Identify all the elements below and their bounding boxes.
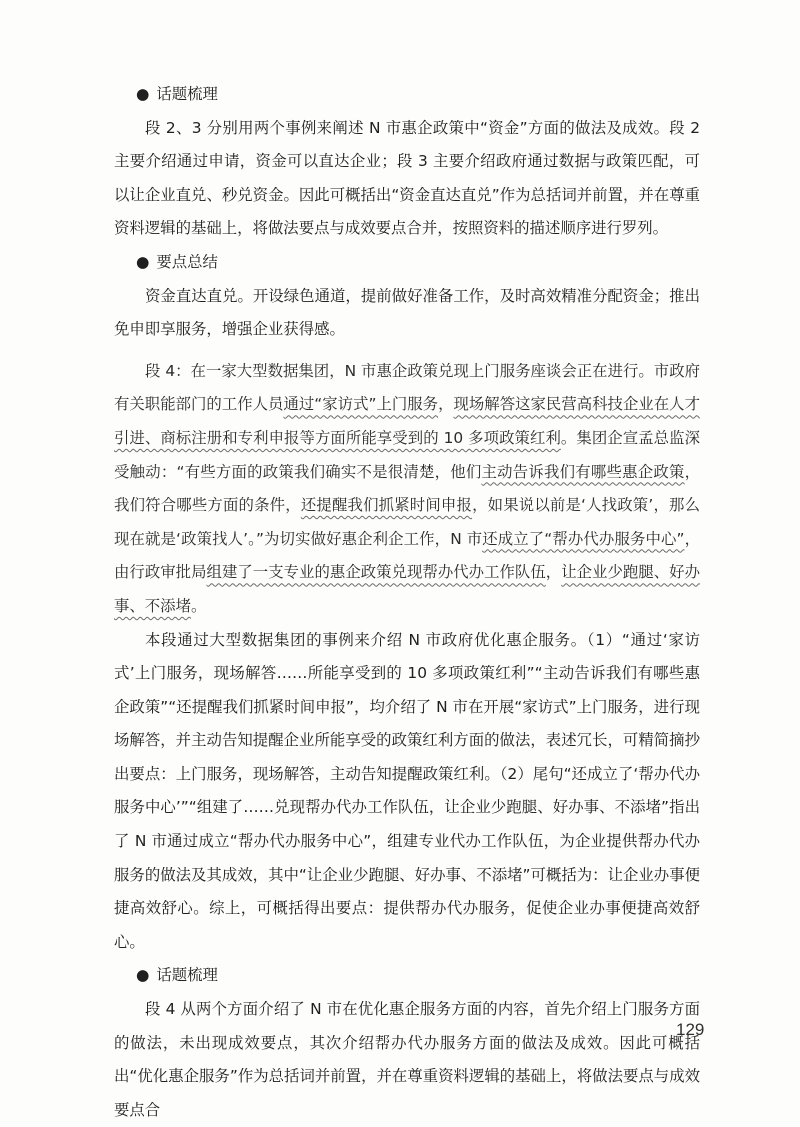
- section-heading-label: 话题梳理: [156, 966, 218, 985]
- excerpt-text: ，如果说以前是‘人找政策’，那么现在就是‘政策找人’。”为切实做好惠企利企工作，N 市: [114, 496, 700, 548]
- bullet-icon: ●: [136, 966, 150, 985]
- bullet-icon: ●: [136, 252, 150, 271]
- wavy-underlined-phrase: 让企业少跑腿、好办事、不添堵: [114, 563, 700, 615]
- page-content: [114, 78, 700, 1127]
- excerpt-text: ，: [545, 563, 562, 582]
- section-heading-summary: [114, 246, 700, 280]
- wavy-underlined-phrase: 还提醒我们抓紧时间申报: [300, 496, 473, 515]
- topic-paragraph: 段 2、3 分别用两个事例来阐述 N 市惠企政策中“资金”方面的做法及成效。段 2 主要介绍通过申请，资金可以直达企业；段 3 主要介绍政府通过数据与政策匹配，可以让企业直兑、秒兑资金。因此可概括出“资金直达直兑”作为总括词并前置，并在尊重资料逻辑的基础上，将做法要点与成效要点合并，按照资料的描述顺序进行罗列。: [114, 118, 700, 238]
- summary-paragraph: 资金直达直兑。开设绿色通道，提前做好准备工作，及时高效精准分配资金；推出免申即享服务，增强企业获得感。: [114, 286, 700, 339]
- excerpt-text: 。: [190, 596, 207, 615]
- section-heading-topic: [114, 78, 700, 112]
- excerpt-text: 段 4：在一家大型数据集团，N 市惠企政策兑现上门服务座谈会正在进行。市政府有关职能部门的工作人员: [114, 361, 700, 414]
- excerpt-text: ，由行政审批局: [114, 529, 700, 582]
- wavy-underlined-phrase: 通过“家访式”上门服务: [283, 395, 439, 414]
- topic-paragraph-2: 段 4 从两个方面介绍了 N 市在优化惠企服务方面的内容，首先介绍上门服务方面的做法，未出现成效要点，其次介绍帮办代办服务方面的做法及成效。因此可概括出“优化惠企服务”作为总括词并前置，并在尊重资料逻辑的基础上，将做法要点与成效要点合: [114, 1000, 700, 1119]
- section-heading-label: 话题梳理: [156, 85, 218, 103]
- wavy-underlined-phrase: 现场解答这家民营高科技企业在人才引进、商标注册和专利申报等方面所能享受到的 10 多项政策红利: [114, 395, 700, 447]
- section-heading-topic-2: [114, 959, 700, 993]
- wavy-underlined-phrase: 还成立了“帮办代办服务中心”: [482, 529, 685, 548]
- wavy-underlined-phrase: 主动告诉我们有哪些惠企政策: [481, 462, 685, 481]
- excerpt-text: ，: [438, 395, 454, 414]
- bullet-icon: ●: [136, 85, 150, 103]
- excerpt-paragraph: [114, 355, 700, 624]
- page-number: 129: [676, 1020, 705, 1039]
- wavy-underlined-phrase: 组建了一支专业的惠企政策兑现帮办代办工作队伍: [206, 563, 546, 582]
- excerpt-text: ，我们符合哪些方面的条件，: [114, 462, 700, 515]
- section-heading-label: 要点总结: [156, 252, 218, 271]
- excerpt-text: 。集团企宣孟总监深受触动：“有些方面的政策我们确实不是很清楚，他们: [114, 428, 700, 481]
- analysis-paragraph: 本段通过大型数据集团的事例来介绍 N 市政府优化惠企服务。（1）“通过‘家访式’上门服务，现场解答……所能享受到的 10 多项政策红利”“主动告诉我们有哪些惠企政策”“还提醒我们抓紧时间申报”，均介绍了 N 市在开展“家访式”上门服务，进行现场解答，并主动告知提醒企业所能享受的政策红利方面的做法，表述冗长，可精简摘抄出要点：上门服务，现场解答，主动告知提醒政策红利。（2）尾句“还成立了‘帮办代办服务中心’”“组建了……兑现帮办代办工作队伍，让企业少跑腿、好办事、不添堵”指出了 N 市通过成立“帮办代办服务中心”，组建专业代办工作队伍，为企业提供帮办代办服务的做法及其成效，其中“让企业少跑腿、好办事、不添堵”可概括为：让企业办事便捷高效舒心。综上，可概括得出要点：提供帮办代办服务，促使企业办事便捷高效舒心。: [114, 630, 700, 951]
